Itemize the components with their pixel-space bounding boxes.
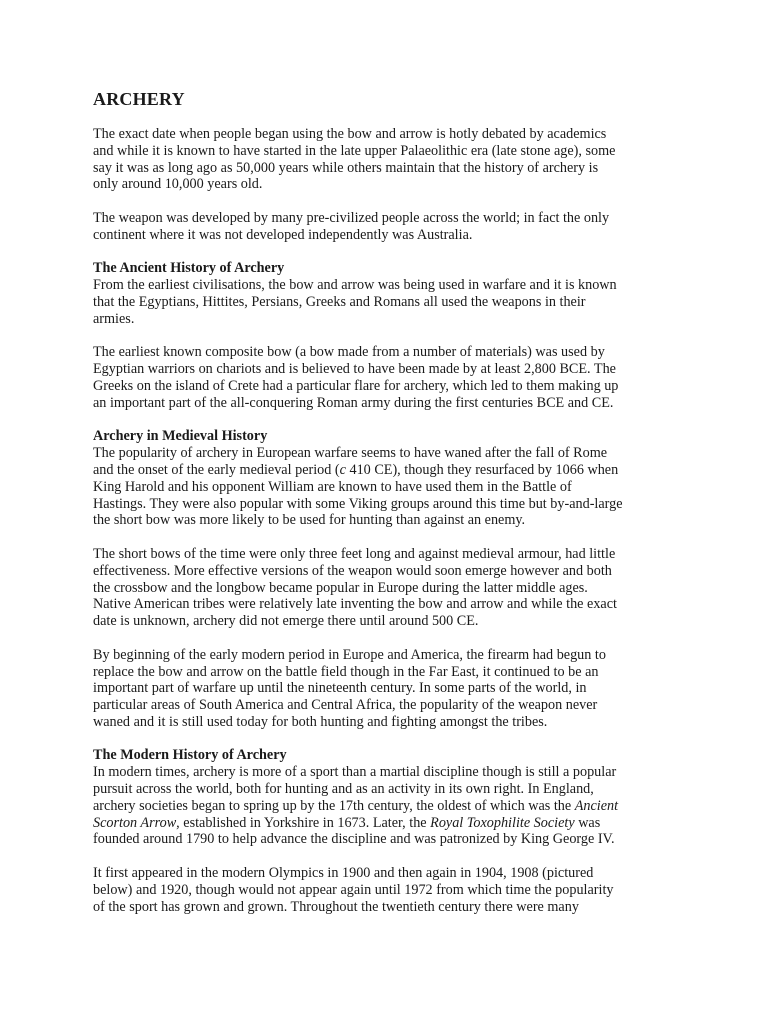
text-line: King Harold and his opponent William are known to have used them in the Battle of — [93, 478, 572, 495]
text-line: The short bows of the time were only three feet long and against medieval armour, had little — [93, 545, 616, 562]
section-heading-medieval: Archery in Medieval History — [93, 428, 268, 445]
text-line: say it was as long ago as 50,000 years while others maintain that the history of archery is — [93, 159, 599, 176]
text-line: The exact date when people began using the bow and arrow is hotly debated by academics — [93, 126, 607, 142]
text-line: and while it is known to have started in the late upper Palaeolithic era (late stone age), some — [93, 142, 616, 159]
text-line: Native American tribes were relatively late inventing the bow and arrow and while the exact — [93, 596, 617, 613]
text-line: Hastings. They were also popular with some Viking groups around this time but by-and-large — [93, 495, 623, 512]
text-segment: and the onset of the early medieval period ( — [93, 461, 340, 478]
text-line: armies. — [93, 310, 135, 327]
paragraph-medieval-2 — [93, 546, 683, 630]
text-segment: 410 CE), though they resurfaced by 1066 when — [345, 461, 619, 478]
document-title: ARCHERY — [93, 89, 185, 109]
text-line: continent where it was not developed independently was Australia. — [93, 226, 473, 243]
paragraph-medieval-3 — [93, 647, 683, 731]
italic-text: Ancient — [574, 797, 619, 814]
section-heading-modern: The Modern History of Archery — [93, 747, 287, 764]
text-line: replace the bow and arrow on the battle field though in the Far East, it continued to be an — [93, 663, 599, 680]
text-line: an important part of the all-conquering Roman army during the first centuries BCE and CE. — [93, 394, 614, 411]
text-line: Egyptian warriors on chariots and is believed to have been made by at least 2,800 BCE. The — [93, 361, 616, 378]
text-line: effectiveness. More effective versions of the weapon would soon emerge however and both — [93, 562, 612, 579]
text-line: the short bow was more likely to be used for hunting than against an enemy. — [93, 512, 526, 529]
text-line: only around 10,000 years old. — [93, 176, 263, 193]
text-line: that the Egyptians, Hittites, Persians, Greeks and Romans all used the weapons in their — [93, 293, 586, 310]
text-line: The popularity of archery in European warfare seems to have waned after the fall of Rome — [93, 445, 608, 462]
text-line: In modern times, archery is more of a sport than a martial discipline though is still a popular — [93, 764, 617, 781]
text-line — [93, 798, 683, 815]
text-line — [93, 462, 683, 479]
text-line: The earliest known composite bow (a bow made from a number of materials) was used by — [93, 344, 605, 361]
text-line: waned and it is still used today for both hunting and fighting amongst the tribes. — [93, 713, 548, 730]
document-page — [93, 88, 683, 915]
text-line: of the sport has grown and grown. Throughout the twentieth century there were many — [93, 898, 579, 915]
paragraph-medieval-1 — [93, 445, 683, 529]
text-line: below) and 1920, though would not appear again until 1972 from which time the popularity — [93, 881, 614, 898]
text-line: the crossbow and the longbow became popular in Europe during the latter middle ages. — [93, 579, 588, 596]
paragraph-ancient-2 — [93, 344, 683, 411]
paragraph-intro — [93, 126, 683, 193]
italic-text: Scorton Arrow — [93, 814, 177, 831]
text-line: date is unknown, archery did not emerge there until around 500 CE. — [93, 613, 479, 630]
section-heading-ancient: The Ancient History of Archery — [93, 260, 285, 277]
text-segment: archery societies began to spring up by the 17th century, the oldest of which was the — [93, 797, 575, 814]
paragraph-modern-1 — [93, 764, 683, 848]
text-segment: , established in Yorkshire in 1673. Later, the — [176, 814, 431, 831]
paragraph-ancient-1 — [93, 277, 683, 327]
text-line: pursuit across the world, both for hunting and as an activity in its own right. In England, — [93, 781, 594, 798]
text-line: Greeks on the island of Crete had a particular flare for archery, which led to them making up — [93, 377, 619, 394]
italic-text: Royal Toxophilite Society — [430, 814, 575, 831]
paragraph-development — [93, 210, 683, 244]
text-line: From the earliest civilisations, the bow and arrow was being used in warfare and it is known — [93, 277, 617, 294]
text-line: particular areas of South America and Central Africa, the popularity of the weapon never — [93, 697, 598, 714]
italic-text: c — [339, 461, 346, 478]
paragraph-modern-2 — [93, 865, 683, 915]
text-line: founded around 1790 to help advance the discipline and was patronized by King George IV. — [93, 831, 615, 848]
text-line: By beginning of the early modern period in Europe and America, the firearm had begun to — [93, 646, 606, 663]
text-segment: was — [574, 814, 601, 831]
text-line — [93, 815, 683, 832]
text-line: The weapon was developed by many pre-civilized people across the world; in fact the only — [93, 209, 610, 226]
text-line: It first appeared in the modern Olympics in 1900 and then again in 1904, 1908 (pictured — [93, 865, 594, 882]
text-line: important part of warfare up until the nineteenth century. In some parts of the world, in — [93, 680, 587, 697]
